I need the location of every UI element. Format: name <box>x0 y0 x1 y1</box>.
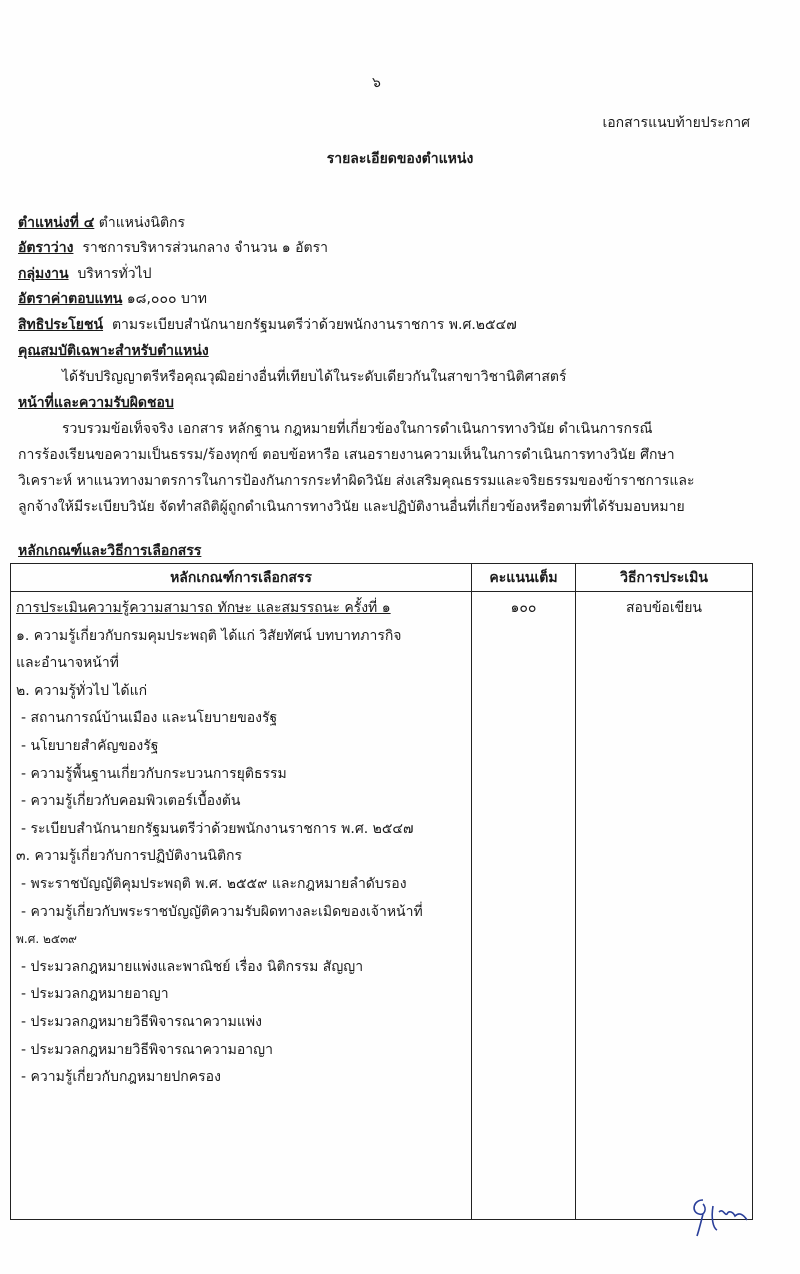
duties-line: การร้องเรียนขอความเป็นธรรม/ร้องทุกข์ ตอบข้อหารือ เสนอรายงานความเห็นในการดำเนินการทางวินัย ศึกษา <box>18 447 675 463</box>
criteria-table <box>10 563 753 1220</box>
page-number: ๖ <box>372 75 381 91</box>
criteria-line: - ความรู้เกี่ยวกับกฎหมายปกครอง <box>21 1069 221 1086</box>
position-value: ตำแหน่งนิติกร <box>98 215 186 231</box>
document-title: รายละเอียดของตำแหน่ง <box>326 151 474 167</box>
criteria-line: - พระราชบัญญัติคุมประพฤติ พ.ศ. ๒๕๕๙ และกฎหมายลำดับรอง <box>21 875 407 892</box>
vacancy-value: ราชการบริหารส่วนกลาง จำนวน ๑ อัตรา <box>82 240 329 256</box>
criteria-line: - ประมวลกฎหมายแพ่งและพาณิชย์ เรื่อง นิติกรรม สัญญา <box>21 958 364 975</box>
qualifications-heading: คุณสมบัติเฉพาะสำหรับตำแหน่ง <box>18 343 209 359</box>
work-group-label: กลุ่มงาน <box>18 266 69 282</box>
method-cell <box>576 592 753 1220</box>
duties-heading: หน้าที่และความรับผิดชอบ <box>18 395 174 411</box>
criteria-line: พ.ศ. ๒๕๓๙ <box>16 932 77 947</box>
header-full-score: คะแนนเต็ม <box>472 564 576 592</box>
criteria-line: - ประมวลกฎหมายวิธีพิจารณาความอาญา <box>21 1041 273 1058</box>
criteria-line: - ระเบียบสำนักนายกรัฐมนตรีว่าด้วยพนักงานราชการ พ.ศ. ๒๕๔๗ <box>21 820 414 837</box>
criteria-line: การประเมินความรู้ความสามารถ ทักษะ และสมรรถนะ ครั้งที่ ๑ <box>16 600 391 616</box>
benefits-label: สิทธิประโยชน์ <box>18 317 104 333</box>
criteria-line: - ประมวลกฎหมายวิธีพิจารณาความแพ่ง <box>21 1013 262 1030</box>
criteria-line: - นโยบายสำคัญของรัฐ <box>21 737 159 754</box>
criteria-line: - ความรู้เกี่ยวกับคอมพิวเตอร์เบื้องต้น <box>21 793 241 810</box>
header-method: วิธีการประเมิน <box>576 564 753 592</box>
criteria-line: ๑. ความรู้เกี่ยวกับกรมคุมประพฤติ ได้แก่ วิสัยทัศน์ บทบาทภารกิจ <box>16 627 402 644</box>
salary-label: อัตราค่าตอบแทน <box>18 291 123 307</box>
criteria-line: - สถานการณ์บ้านเมือง และนโยบายของรัฐ <box>21 710 278 727</box>
benefits-value: ตามระเบียบสำนักนายกรัฐมนตรีว่าด้วยพนักงานราชการ พ.ศ.๒๕๔๗ <box>111 317 517 333</box>
work-group-value: บริหารทั่วไป <box>77 266 152 282</box>
table-row <box>11 592 753 1220</box>
full-score: ๑๐๐ <box>510 600 537 616</box>
duties-line: รวบรวมข้อเท็จจริง เอกสาร หลักฐาน กฎหมายที่เกี่ยวข้องในการดำเนินการทางวินัย ดำเนินการกรณี <box>62 421 653 437</box>
salary-line <box>18 288 207 310</box>
header-criteria: หลักเกณฑ์การเลือกสรร <box>11 564 472 592</box>
position-line <box>18 212 185 234</box>
signature <box>685 1190 755 1240</box>
evaluation-method: สอบข้อเขียน <box>626 600 702 616</box>
qualifications-text: ได้รับปริญญาตรีหรือคุณวุฒิอย่างอื่นที่เทียบได้ในระดับเดียวกันในสาขาวิชานิติศาสตร์ <box>62 369 567 385</box>
criteria-line: - ประมวลกฎหมายอาญา <box>21 986 169 1003</box>
duties-line: ลูกจ้างให้มีระเบียบวินัย จัดทำสถิติผู้ถูกดำเนินการทางวินัย และปฏิบัติงานอื่นที่เกี่ยวข้องหรือตามที่ได้รับมอบหมาย <box>18 499 685 515</box>
score-cell <box>472 592 576 1220</box>
salary-value: ๑๘,๐๐๐ บาท <box>126 291 207 307</box>
header-note: เอกสารแนบท้ายประกาศ <box>602 115 750 131</box>
duties-line: วิเคราะห์ หาแนวทางมาตรการในการป้องกันการกระทำผิดวินัย ส่งเสริมคุณธรรมและจริยธรรมของข้าราชการและ <box>18 473 695 489</box>
work-group-line <box>18 263 152 285</box>
position-label: ตำแหน่งที่ ๔ <box>18 215 95 231</box>
benefits-line <box>18 314 517 336</box>
criteria-line: - ความรู้พื้นฐานเกี่ยวกับกระบวนการยุติธรรม <box>21 765 287 782</box>
vacancy-label: อัตราว่าง <box>18 240 74 256</box>
criteria-line: ๒. ความรู้ทั่วไป ได้แก่ <box>16 682 148 699</box>
criteria-cell <box>11 592 472 1220</box>
vacancy-line <box>18 237 328 259</box>
criteria-heading: หลักเกณฑ์และวิธีการเลือกสรร <box>18 543 202 559</box>
criteria-line: - ความรู้เกี่ยวกับพระราชบัญญัติความรับผิดทางละเมิดของเจ้าหน้าที่ <box>21 903 423 920</box>
criteria-line: ๓. ความรู้เกี่ยวกับการปฏิบัติงานนิติกร <box>16 848 243 865</box>
criteria-line: และอำนาจหน้าที่ <box>16 655 119 672</box>
table-header-row <box>11 564 753 592</box>
